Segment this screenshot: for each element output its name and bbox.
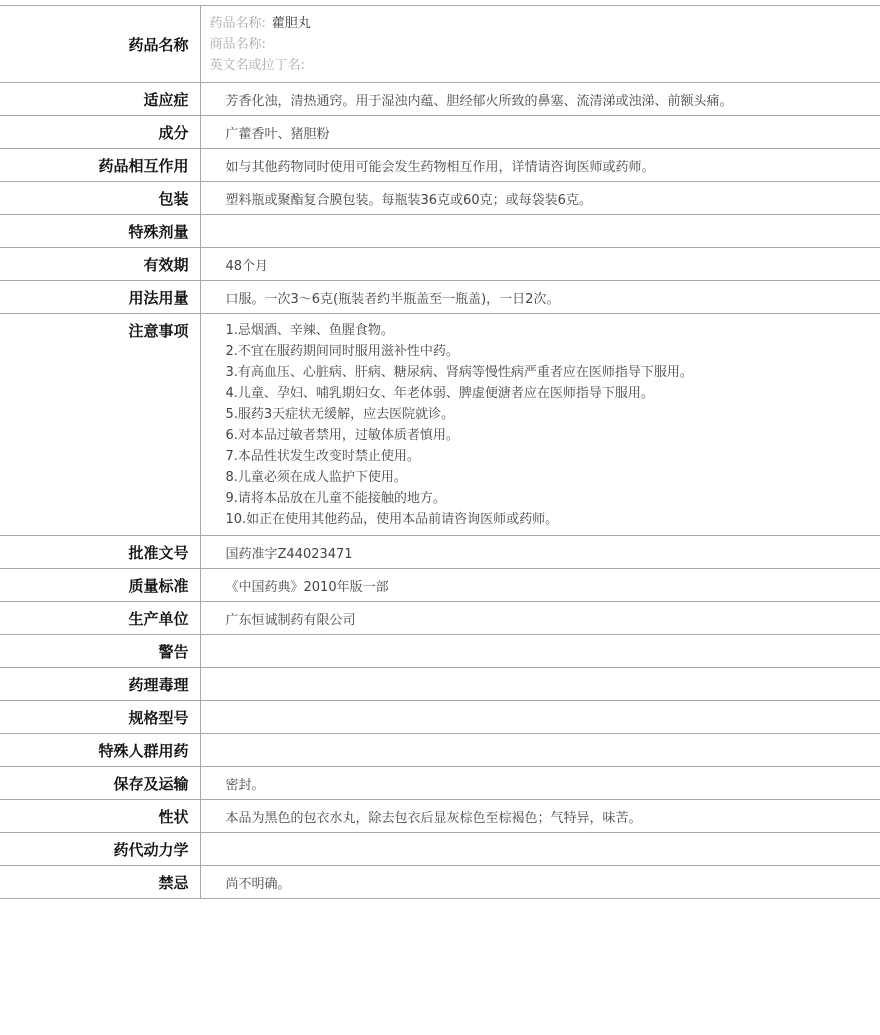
row-warning [0,635,880,668]
precaution-item: 5.服药3天症状无缓解，应去医院就诊。 [226,404,880,425]
spec-label: 规格型号 [0,701,200,734]
shelf-life-label: 有效期 [0,248,200,281]
precaution-item: 1.忌烟酒、辛辣、鱼腥食物。 [226,320,880,341]
precaution-item: 4.儿童、孕妇、哺乳期妇女、年老体弱、脾虚便溏者应在医师指导下服用。 [226,383,880,404]
row-appearance [0,800,880,833]
interactions-value: 如与其他药物同时使用可能会发生药物相互作用，详情请咨询医师或药师。 [200,149,880,182]
row-pharmacokinetics [0,833,880,866]
row-ingredients [0,116,880,149]
spec-value [200,701,880,734]
precaution-item: 8.儿童必须在成人监护下使用。 [226,467,880,488]
row-shelf-life [0,248,880,281]
generic-name-key: 药品名称: [210,16,266,31]
precaution-item: 7.本品性状发生改变时禁止使用。 [226,446,880,467]
standard-value: 《中国药典》2010年版一部 [200,569,880,602]
drug-info-table [0,5,880,899]
ingredients-label: 成分 [0,116,200,149]
warning-label: 警告 [0,635,200,668]
appearance-label: 性状 [0,800,200,833]
row-contraindications [0,866,880,899]
pharmacology-label: 药理毒理 [0,668,200,701]
packaging-label: 包装 [0,182,200,215]
precaution-item: 2.不宜在服药期间同时服用滋补性中药。 [226,341,880,362]
drug-name-label: 药品名称 [0,6,200,83]
row-spec [0,701,880,734]
shelf-life-value: 48个月 [200,248,880,281]
row-approval [0,536,880,569]
row-drug-name [0,6,880,83]
row-precautions [0,314,880,536]
special-dosage-label: 特殊剂量 [0,215,200,248]
contraindications-label: 禁忌 [0,866,200,899]
precaution-item: 10.如正在使用其他药品，使用本品前请咨询医师或药师。 [226,509,880,530]
dosage-value: 口服。一次3～6克(瓶装者约半瓶盖至一瓶盖)，一日2次。 [200,281,880,314]
row-pharmacology [0,668,880,701]
row-dosage [0,281,880,314]
row-special-population [0,734,880,767]
pharmacokinetics-value [200,833,880,866]
row-storage [0,767,880,800]
precaution-item: 9.请将本品放在儿童不能接触的地方。 [226,488,880,509]
row-manufacturer [0,602,880,635]
standard-label: 质量标准 [0,569,200,602]
ingredients-value: 广藿香叶、猪胆粉 [200,116,880,149]
packaging-value: 塑料瓶或聚酯复合膜包装。每瓶装36克或60克；或每袋装6克。 [200,182,880,215]
contraindications-value: 尚不明确。 [200,866,880,899]
trade-name-line [210,34,880,55]
generic-name-line [210,13,880,34]
dosage-label: 用法用量 [0,281,200,314]
row-indication [0,83,880,116]
precautions-label: 注意事项 [0,314,200,536]
generic-name-value: 藿胆丸 [272,16,311,31]
storage-label: 保存及运输 [0,767,200,800]
precaution-item: 3.有高血压、心脏病、肝病、糖尿病、肾病等慢性病严重者应在医师指导下服用。 [226,362,880,383]
precaution-item: 6.对本品过敏者禁用，过敏体质者慎用。 [226,425,880,446]
indication-value: 芳香化浊，清热通窍。用于湿浊内蕴、胆经郁火所致的鼻塞、流清涕或浊涕、前额头痛。 [200,83,880,116]
english-name-line [210,55,880,76]
approval-label: 批准文号 [0,536,200,569]
english-name-key: 英文名或拉丁名: [210,58,305,73]
special-dosage-value [200,215,880,248]
trade-name-key: 商品名称: [210,37,266,52]
precautions-list [200,314,880,536]
storage-value: 密封。 [200,767,880,800]
approval-value: 国药准字Z44023471 [200,536,880,569]
special-population-value [200,734,880,767]
row-packaging [0,182,880,215]
drug-name-values [200,6,880,83]
appearance-value: 本品为黑色的包衣水丸，除去包衣后显灰棕色至棕褐色；气特异，味苦。 [200,800,880,833]
special-population-label: 特殊人群用药 [0,734,200,767]
row-special-dosage [0,215,880,248]
manufacturer-label: 生产单位 [0,602,200,635]
pharmacology-value [200,668,880,701]
indication-label: 适应症 [0,83,200,116]
pharmacokinetics-label: 药代动力学 [0,833,200,866]
interactions-label: 药品相互作用 [0,149,200,182]
warning-value [200,635,880,668]
row-standard [0,569,880,602]
manufacturer-value: 广东恒诚制药有限公司 [200,602,880,635]
row-interactions [0,149,880,182]
